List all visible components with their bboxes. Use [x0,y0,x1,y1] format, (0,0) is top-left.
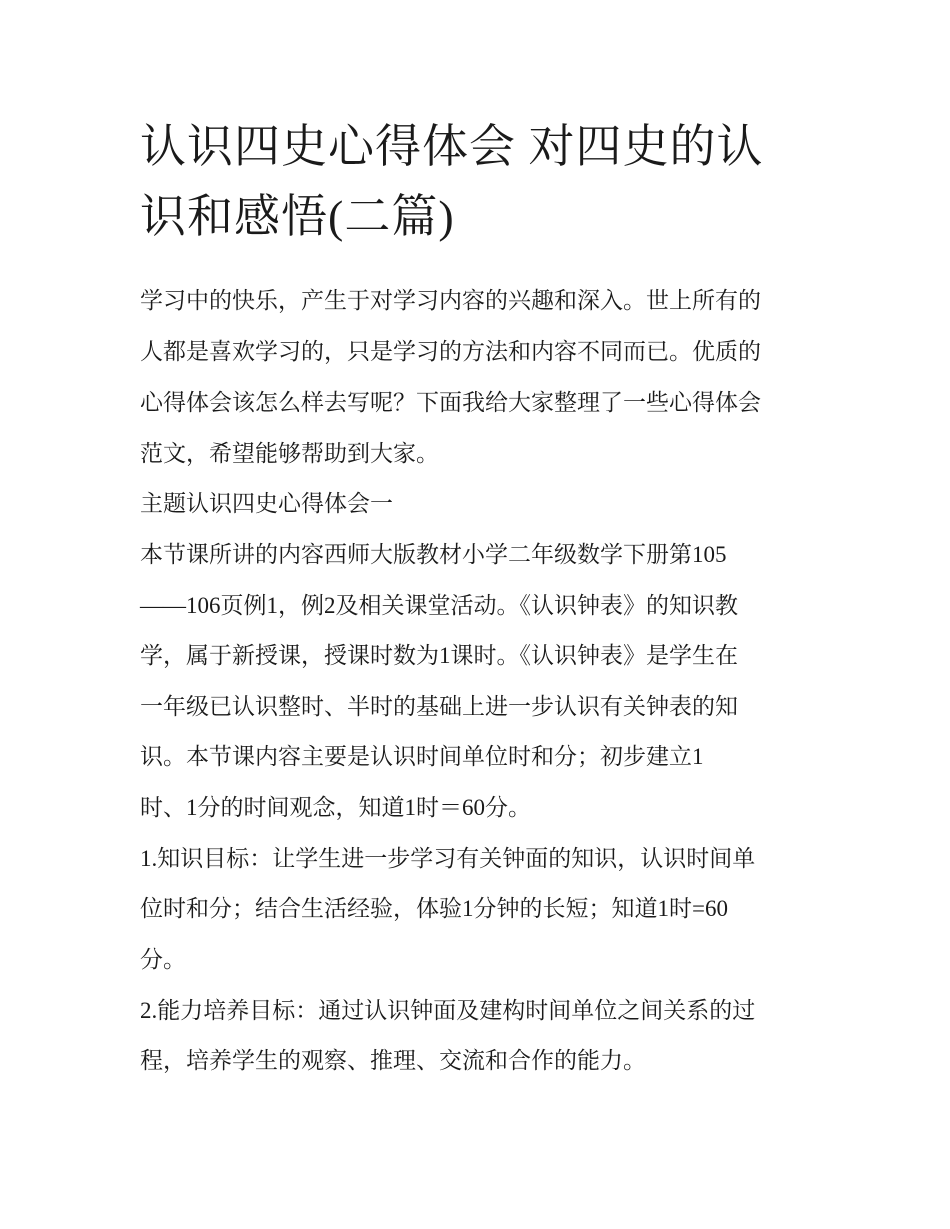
intro-line: 学习中的快乐，产生于对学习内容的兴趣和深入。世上所有的 [140,288,761,313]
body-line: ——106页例1，例2及相关课堂活动。《认识钟表》的知识教 [140,593,738,618]
section-heading: 主题认识四史心得体会一 [140,491,393,516]
intro-line: 人都是喜欢学习的，只是学习的方法和内容不同而已。优质的 [140,339,761,364]
body-line: 一年级已认识整时、半时的基础上进一步认识有关钟表的知 [140,694,738,719]
goal-1-line: 1.知识目标：让学生进一步学习有关钟面的知识，认识时间单 [140,846,756,871]
goal-1-line: 位时和分；结合生活经验，体验1分钟的长短；知道1时=60 [140,896,728,921]
goal-1-line: 分。 [140,947,186,972]
intro-line: 心得体会该怎么样去写呢？下面我给大家整理了一些心得体会 [140,390,761,415]
body-line: 识。本节课内容主要是认识时间单位时和分；初步建立1 [140,744,704,769]
intro-line: 范文，希望能够帮助到大家。 [140,441,439,466]
title-line: 认识四史心得体会 对四史的认 [140,121,764,172]
page-title [140,112,820,252]
goal-2-line: 程，培养学生的观察、推理、交流和合作的能力。 [140,1048,646,1073]
body-line: 学，属于新授课，授课时数为1课时。《认识钟表》是学生在 [140,643,738,668]
body-line: 时、1分的时间观念，知道1时＝60分。 [140,795,531,820]
goal-2-line: 2.能力培养目标：通过认识钟面及建构时间单位之间关系的过 [140,998,756,1023]
body-line: 本节课所讲的内容西师大版教材小学二年级数学下册第105 [140,542,727,567]
title-line: 识和感悟(二篇) [140,191,455,242]
